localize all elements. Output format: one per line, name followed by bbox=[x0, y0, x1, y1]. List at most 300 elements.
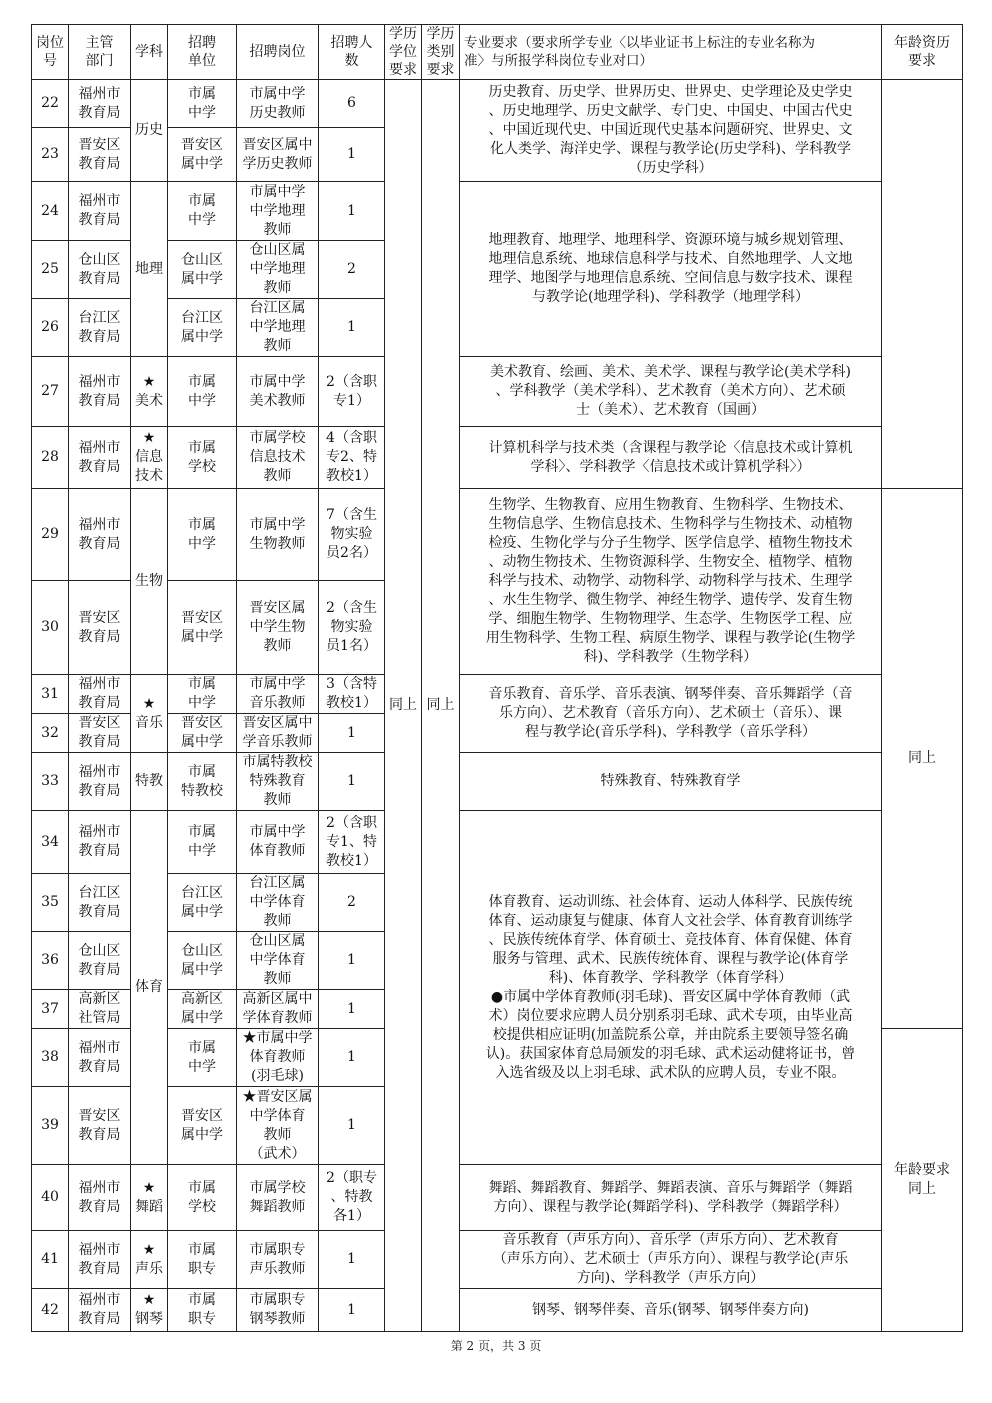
text-line: 科)、学科教学（生物学科） bbox=[583, 649, 758, 665]
text-line: 美术教师 bbox=[249, 392, 306, 409]
text-line: 市属 bbox=[188, 1039, 216, 1056]
text-line: 教师 bbox=[263, 338, 292, 354]
text-line: 晋安区 bbox=[181, 1107, 223, 1124]
cell-id: 22 bbox=[32, 80, 69, 128]
cell-post bbox=[237, 1087, 319, 1165]
table-body bbox=[32, 80, 963, 1332]
text-line: ★市属中学 bbox=[242, 1030, 313, 1046]
cell-unit bbox=[168, 990, 237, 1029]
text-line: 市属 bbox=[188, 824, 216, 840]
text-line: 员1名） bbox=[326, 638, 377, 654]
cell-unit bbox=[168, 182, 237, 241]
cell-unit bbox=[168, 128, 237, 182]
text-line: 服务与管理、武术、民族传统体育、课程与教学论(体育学 bbox=[492, 950, 849, 967]
cell-degree: 同上 bbox=[385, 80, 422, 1332]
cell-post bbox=[237, 182, 319, 241]
table-row bbox=[32, 1231, 963, 1289]
text-line: 术）岗位要求应聘人员分别系羽毛球、武术专项，由毕业高 bbox=[488, 1007, 853, 1024]
text-line: 各1） bbox=[333, 1208, 370, 1224]
text-line: 市属学校 bbox=[249, 1179, 306, 1196]
text-line: 属中学 bbox=[181, 1010, 223, 1026]
cell-count bbox=[319, 1029, 385, 1087]
cell-dept bbox=[69, 753, 131, 811]
recruitment-table bbox=[31, 24, 963, 1332]
cell-age bbox=[882, 1029, 963, 1332]
cell-post bbox=[237, 581, 319, 675]
cell-subject bbox=[131, 753, 168, 811]
text-line: 教育局 bbox=[78, 104, 121, 121]
text-line: 福州市 bbox=[78, 1292, 121, 1308]
cell-dept bbox=[69, 182, 131, 241]
text-line: 中学 bbox=[188, 104, 216, 121]
cell-post bbox=[237, 932, 319, 990]
text-line: 与教学论(地理学科)、学科教学（地理学科） bbox=[532, 289, 809, 305]
table-row bbox=[32, 811, 963, 874]
cell-id: 23 bbox=[32, 128, 69, 182]
cell-major bbox=[460, 489, 882, 675]
cell-id: 29 bbox=[32, 489, 69, 581]
text-line: 生物 bbox=[135, 573, 163, 589]
cell-dept bbox=[69, 80, 131, 128]
cell-subject bbox=[131, 1289, 168, 1332]
text-line: 市属中学 bbox=[249, 516, 306, 533]
text-line: 学音乐教师 bbox=[242, 734, 313, 750]
text-line: 中学地理 bbox=[249, 202, 306, 219]
header-major: 专业要求（要求所学专业〈以毕业证书上标注的专业名称为 准〉与所报学科岗位专业对口） bbox=[460, 25, 882, 80]
text-line: 中学生物 bbox=[249, 619, 306, 635]
text-line: 3（含特 bbox=[326, 676, 377, 692]
text-line: 、历史地理学、历史文献学、专门史、中国史、中国古代史 bbox=[488, 103, 853, 119]
cell-unit bbox=[168, 874, 237, 932]
text-line: 特教 bbox=[135, 773, 163, 789]
text-line: 教育局 bbox=[78, 628, 121, 645]
text-line: 教校1） bbox=[326, 695, 377, 711]
cell-unit bbox=[168, 714, 237, 753]
text-line: 仓山区属 bbox=[249, 933, 306, 949]
text-line: 舞蹈、舞蹈教育、舞蹈学、舞蹈表演、音乐与舞蹈学（舞蹈 bbox=[488, 1179, 853, 1196]
cell-count bbox=[319, 1231, 385, 1289]
text-line: 市属特教校 bbox=[242, 754, 313, 770]
text-line: 晋安区 bbox=[78, 715, 121, 731]
text-line: 声乐教师 bbox=[249, 1260, 306, 1277]
cell-id: 26 bbox=[32, 299, 69, 357]
text-line: 学校 bbox=[188, 458, 216, 475]
cell-count bbox=[319, 811, 385, 874]
table-row bbox=[32, 753, 963, 811]
text-line: 历史 bbox=[135, 122, 163, 138]
text-line: 专1） bbox=[333, 392, 370, 409]
text-line: 教育局 bbox=[78, 212, 121, 228]
header-post: 招聘岗位 bbox=[237, 25, 319, 80]
text-line: 学科〉、学科教学〈信息技术或计算机学科〉） bbox=[530, 458, 811, 475]
cell-subject bbox=[131, 489, 168, 675]
text-line: (羽毛球) bbox=[251, 1068, 304, 1084]
cell-id: 42 bbox=[32, 1289, 69, 1332]
cell-major bbox=[460, 1165, 882, 1231]
cell-unit bbox=[168, 932, 237, 990]
cell-dept bbox=[69, 932, 131, 990]
text-line: 中学 bbox=[188, 212, 216, 228]
page-footer: 第 2 页，共 3 页 bbox=[450, 1339, 542, 1353]
text-line: ★ bbox=[142, 430, 156, 446]
text-line: 职专 bbox=[188, 1311, 216, 1327]
text-line: 福州市 bbox=[78, 516, 121, 533]
text-line: 晋安区属中 bbox=[242, 715, 313, 731]
cell-post bbox=[237, 357, 319, 427]
text-line: 音乐教育、音乐学、音乐表演、钢琴伴奏、音乐舞蹈学（音 bbox=[488, 686, 853, 702]
text-line: 晋安区 bbox=[181, 136, 223, 153]
text-line: 市属 bbox=[188, 439, 216, 456]
cell-subject bbox=[131, 1165, 168, 1231]
text-line: 舞蹈 bbox=[135, 1198, 163, 1215]
text-line: 属中学 bbox=[181, 734, 223, 750]
text-line: 1 bbox=[347, 952, 356, 968]
text-line: 教育局 bbox=[78, 903, 121, 920]
text-line: 市属 bbox=[188, 373, 216, 390]
cell-count bbox=[319, 714, 385, 753]
text-line: 声乐 bbox=[135, 1260, 163, 1277]
text-line: ★ bbox=[142, 1241, 156, 1258]
text-line: 科学与技术、动物学、动物科学、动物科学与技术、生理学 bbox=[488, 573, 853, 589]
text-line: 认)。获国家体育总局颁发的羽毛球、武术运动健将证书，曾 bbox=[485, 1045, 856, 1062]
text-line: 教育局 bbox=[78, 155, 121, 172]
cell-post bbox=[237, 714, 319, 753]
table-row bbox=[32, 1165, 963, 1231]
text-line: 中学 bbox=[188, 392, 216, 409]
text-line: 福州市 bbox=[78, 85, 121, 102]
text-line: 专2、特 bbox=[326, 449, 377, 465]
text-line: 中学体育 bbox=[249, 894, 306, 910]
text-line: 晋安区属 bbox=[249, 600, 306, 616]
header-unit: 招聘 单位 bbox=[168, 25, 237, 80]
text-line: 2 bbox=[347, 261, 356, 277]
text-line: 福州市 bbox=[78, 1179, 121, 1196]
cell-count bbox=[319, 1289, 385, 1332]
text-line: 科)、体育教学、学科教学（体育学科） bbox=[548, 969, 793, 986]
text-line: 仓山区 bbox=[181, 942, 223, 959]
cell-unit bbox=[168, 1165, 237, 1231]
text-line: 6 bbox=[347, 95, 356, 111]
text-line: 生物学、生物教育、应用生物教育、生物科学、生物技术、 bbox=[488, 497, 853, 513]
cell-unit bbox=[168, 811, 237, 874]
cell-post bbox=[237, 489, 319, 581]
cell-post bbox=[237, 1029, 319, 1087]
table-row bbox=[32, 80, 963, 128]
cell-count bbox=[319, 990, 385, 1029]
cell-dept bbox=[69, 241, 131, 299]
text-line: 2（含生 bbox=[326, 600, 377, 616]
cell-id: 39 bbox=[32, 1087, 69, 1165]
text-line: 、学科教学（美术学科）、艺术教育（美术方向）、艺术硕 bbox=[495, 383, 846, 399]
text-line: 音乐教育（声乐方向）、音乐学（声乐方向）、艺术教育 bbox=[502, 1232, 839, 1248]
text-line: 晋安区属中 bbox=[242, 136, 313, 153]
text-line: 学校 bbox=[188, 1198, 216, 1215]
text-line: 中学地理 bbox=[249, 319, 306, 335]
cell-dept bbox=[69, 581, 131, 675]
cell-subject bbox=[131, 811, 168, 1165]
text-line: 高新区 bbox=[78, 991, 121, 1007]
header-count: 招聘人 数 bbox=[319, 25, 385, 80]
cell-post bbox=[237, 990, 319, 1029]
cell-id: 27 bbox=[32, 357, 69, 427]
text-line: 教师 bbox=[263, 638, 292, 654]
cell-major bbox=[460, 1289, 882, 1332]
cell-id: 28 bbox=[32, 427, 69, 489]
text-line: （声乐方向）、艺术硕士（声乐方向）、课程与教学论(声乐 bbox=[492, 1251, 849, 1267]
cell-count bbox=[319, 80, 385, 128]
cell-count bbox=[319, 182, 385, 241]
text-line: 台江区 bbox=[78, 884, 121, 901]
cell-post bbox=[237, 299, 319, 357]
text-line: 属中学 bbox=[181, 961, 223, 978]
text-line: 教育局 bbox=[78, 1311, 121, 1327]
cell-id: 35 bbox=[32, 874, 69, 932]
cell-major bbox=[460, 427, 882, 489]
cell-post bbox=[237, 753, 319, 811]
text-line: 员2名） bbox=[326, 545, 377, 561]
text-line: 仓山区 bbox=[78, 251, 121, 268]
text-line: 教育局 bbox=[78, 961, 121, 978]
text-line: 属中学 bbox=[181, 903, 223, 920]
table-row bbox=[32, 1289, 963, 1332]
cell-dept bbox=[69, 1289, 131, 1332]
text-line: 学体育教师 bbox=[242, 1010, 313, 1026]
cell-dept bbox=[69, 1029, 131, 1087]
cell-unit bbox=[168, 80, 237, 128]
text-line: 、中国近现代史、中国近现代史基本问题研究、世界史、文 bbox=[488, 122, 853, 138]
cell-post bbox=[237, 1231, 319, 1289]
text-line: 舞蹈教师 bbox=[249, 1198, 306, 1215]
text-line: 福州市 bbox=[78, 193, 121, 209]
cell-unit bbox=[168, 1029, 237, 1087]
text-line: 教师 bbox=[263, 280, 292, 296]
text-line: 教育局 bbox=[78, 270, 121, 287]
text-line: 市属 bbox=[188, 193, 216, 209]
text-line: 高新区 bbox=[181, 991, 223, 1007]
text-line: 台江区属 bbox=[249, 875, 306, 891]
text-line: 台江区属 bbox=[249, 300, 306, 316]
text-line: 教师 bbox=[263, 221, 292, 238]
text-line: 台江区 bbox=[181, 884, 223, 901]
cell-major bbox=[460, 80, 882, 182]
cell-id: 36 bbox=[32, 932, 69, 990]
text-line: 年龄要求 bbox=[894, 1162, 950, 1178]
text-line: 晋安区 bbox=[181, 715, 223, 731]
text-line: 属中学 bbox=[181, 328, 223, 345]
text-line: ★ bbox=[142, 1292, 156, 1308]
cell-post bbox=[237, 128, 319, 182]
text-line: 市属职专 bbox=[249, 1241, 306, 1258]
text-line: 仓山区 bbox=[181, 251, 223, 268]
text-line: 教育局 bbox=[78, 782, 121, 799]
text-line: 教师 bbox=[263, 1126, 292, 1143]
text-line: 校提供相应证明(加盖院系公章，并由院系主要领导签名确 bbox=[492, 1026, 849, 1043]
text-line: （历史学科） bbox=[628, 160, 713, 176]
text-line: 物实验 bbox=[330, 619, 373, 635]
text-line: 技术 bbox=[135, 468, 163, 484]
text-line: ★ bbox=[142, 1179, 156, 1196]
cell-count bbox=[319, 932, 385, 990]
text-line: ●市属中学体育教师(羽毛球)、晋安区属中学体育教师（武 bbox=[490, 988, 851, 1005]
text-line: 程与教学论(音乐学科)、学科教学（音乐学科） bbox=[525, 724, 816, 740]
cell-dept bbox=[69, 1231, 131, 1289]
text-line: 同上 bbox=[908, 1181, 936, 1197]
text-line: 台江区 bbox=[181, 309, 223, 326]
text-line: （武术） bbox=[249, 1145, 306, 1162]
text-line: 晋安区 bbox=[78, 1107, 121, 1124]
cell-dept bbox=[69, 1087, 131, 1165]
text-line: 中学 bbox=[188, 535, 216, 552]
cell-post bbox=[237, 675, 319, 714]
text-line: 教育局 bbox=[78, 328, 121, 345]
text-line: 福州市 bbox=[78, 1039, 121, 1056]
cell-dept bbox=[69, 357, 131, 427]
cell-id: 32 bbox=[32, 714, 69, 753]
text-line: 2（含职 bbox=[326, 814, 377, 831]
text-line: 教育局 bbox=[78, 392, 121, 409]
text-line: 体育教育、运动训练、社会体育、运动人体科学、民族传统 bbox=[488, 893, 853, 910]
text-line: ★晋安区属 bbox=[242, 1088, 313, 1105]
text-line: 生物信息学、生物信息技术、生物科学与生物技术、动植物 bbox=[488, 516, 853, 532]
text-line: 福州市 bbox=[78, 676, 121, 692]
text-line: 1 bbox=[347, 1301, 356, 1318]
cell-major bbox=[460, 182, 882, 357]
text-line: 物实验 bbox=[330, 526, 373, 542]
cell-dept bbox=[69, 1165, 131, 1231]
text-line: 福州市 bbox=[78, 763, 121, 780]
text-line: 教育局 bbox=[78, 734, 121, 750]
cell-id: 31 bbox=[32, 675, 69, 714]
cell-post bbox=[237, 1165, 319, 1231]
text-line: 市属 bbox=[188, 763, 216, 780]
cell-major bbox=[460, 1231, 882, 1289]
text-line: 7（含生 bbox=[326, 507, 377, 523]
text-line: 理学、地图学与地理信息系统、空间信息与数字技术、课程 bbox=[488, 270, 853, 286]
header-row bbox=[32, 25, 963, 80]
cell-major bbox=[460, 675, 882, 753]
text-line: 体育 bbox=[135, 979, 163, 995]
table-row bbox=[32, 182, 963, 241]
text-line: 晋安区 bbox=[78, 609, 121, 626]
cell-count bbox=[319, 357, 385, 427]
cell-dept bbox=[69, 811, 131, 874]
text-line: 市属 bbox=[188, 85, 216, 102]
cell-unit bbox=[168, 581, 237, 675]
text-line: 1 bbox=[347, 1117, 356, 1133]
text-line: 、民族传统体育学、体育硕士、竞技体育、体育保健、体育 bbox=[488, 931, 853, 948]
cell-count bbox=[319, 675, 385, 714]
text-line: 信息 bbox=[135, 449, 163, 465]
cell-count bbox=[319, 299, 385, 357]
text-line: 社管局 bbox=[78, 1010, 121, 1026]
text-line: 教育局 bbox=[78, 843, 121, 859]
cell-major bbox=[460, 811, 882, 1165]
text-line: 音乐教师 bbox=[249, 695, 306, 711]
cell-dept bbox=[69, 714, 131, 753]
text-line: 市属学校 bbox=[249, 430, 306, 446]
text-line: 中学体育 bbox=[249, 952, 306, 968]
text-line: 1 bbox=[347, 1000, 356, 1017]
text-line: 教校1） bbox=[326, 468, 377, 484]
header-edutype: 学历 类别 要求 bbox=[422, 25, 460, 80]
cell-count bbox=[319, 874, 385, 932]
text-line: 历史教育、历史学、世界历史、世界史、史学理论及史学史 bbox=[488, 84, 853, 100]
text-line: 晋安区 bbox=[181, 609, 223, 626]
cell-id: 40 bbox=[32, 1165, 69, 1231]
text-line: 高新区属中 bbox=[242, 991, 313, 1007]
cell-id: 37 bbox=[32, 990, 69, 1029]
cell-major bbox=[460, 357, 882, 427]
cell-unit bbox=[168, 357, 237, 427]
text-line: 教师 bbox=[263, 971, 292, 987]
text-line: 晋安区 bbox=[78, 136, 121, 153]
cell-id: 30 bbox=[32, 581, 69, 675]
text-line: 中学地理 bbox=[249, 261, 306, 277]
text-line: 福州市 bbox=[78, 1241, 121, 1258]
text-line: 教师 bbox=[263, 913, 292, 929]
cell-count bbox=[319, 1165, 385, 1231]
cell-dept bbox=[69, 990, 131, 1029]
text-line: 教育局 bbox=[78, 1058, 121, 1075]
text-line: 美术教育、绘画、美术、美术学、课程与教学论(美术学科) bbox=[490, 364, 851, 380]
cell-age: 同上 bbox=[882, 489, 963, 1029]
cell-id: 25 bbox=[32, 241, 69, 299]
cell-dept bbox=[69, 675, 131, 714]
text-line: 市属中学 bbox=[249, 824, 306, 840]
text-line: 属中学 bbox=[181, 628, 223, 645]
text-line: 教育局 bbox=[78, 458, 121, 475]
text-line: 中学 bbox=[188, 695, 216, 711]
text-line: 检疫、生物化学与分子生物学、医学信息学、植物生物技术 bbox=[488, 535, 853, 551]
text-line: 1 bbox=[347, 773, 356, 789]
text-line: 体育教师 bbox=[249, 843, 306, 859]
text-line: 市属职专 bbox=[249, 1292, 306, 1308]
text-line: 教育局 bbox=[78, 1126, 121, 1143]
cell-unit bbox=[168, 1087, 237, 1165]
cell-count bbox=[319, 128, 385, 182]
cell-id: 34 bbox=[32, 811, 69, 874]
text-line: 市属中学 bbox=[249, 676, 306, 692]
cell-count bbox=[319, 753, 385, 811]
cell-unit bbox=[168, 1231, 237, 1289]
text-line: 职专 bbox=[188, 1260, 216, 1277]
text-line: 历史教师 bbox=[249, 104, 306, 121]
text-line: 钢琴 bbox=[135, 1311, 163, 1327]
text-line: 专1、特 bbox=[326, 833, 377, 850]
cell-count bbox=[319, 427, 385, 489]
cell-count bbox=[319, 581, 385, 675]
text-line: 、动物生物技术、生物资源科学、生物安全、植物学、植物 bbox=[488, 554, 853, 570]
text-line: 福州市 bbox=[78, 373, 121, 390]
cell-unit bbox=[168, 753, 237, 811]
text-line: 教师 bbox=[263, 792, 292, 808]
text-line: 教育局 bbox=[78, 1198, 121, 1215]
text-line: 钢琴教师 bbox=[249, 1311, 306, 1327]
text-line: 、水生生物学、微生物学、神经生物学、遗传学、发育生物 bbox=[488, 592, 853, 608]
header-degree: 学历 学位 要求 bbox=[385, 25, 422, 80]
text-line: 体育、运动康复与健康、体育人文社会学、体育教育训练学 bbox=[488, 912, 853, 929]
text-line: 方向)、学科教学（声乐方向） bbox=[576, 1270, 765, 1286]
text-line: 教师 bbox=[263, 468, 292, 484]
table-row bbox=[32, 357, 963, 427]
text-line: 中学 bbox=[188, 843, 216, 859]
text-line: 台江区 bbox=[78, 309, 121, 326]
text-line: 1 bbox=[347, 1049, 356, 1065]
cell-unit bbox=[168, 489, 237, 581]
cell-dept bbox=[69, 874, 131, 932]
text-line: 教育局 bbox=[78, 1260, 121, 1277]
table-row bbox=[32, 675, 963, 714]
